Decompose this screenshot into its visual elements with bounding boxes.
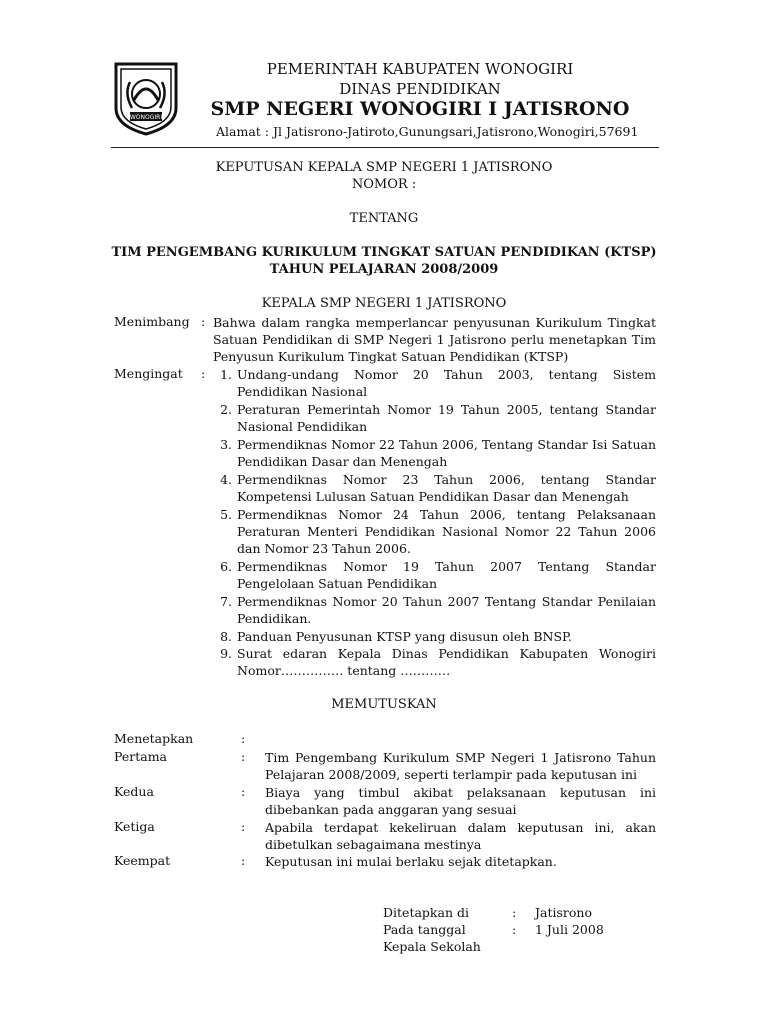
- signature-place-value: Jatisrono: [535, 905, 592, 920]
- mengingat-label: Mengingat: [114, 366, 183, 381]
- signature-date-label: Pada tanggal: [383, 922, 466, 937]
- decree-subject-line2: TAHUN PELAJARAN 2008/2009: [269, 262, 499, 277]
- signature-date-value: 1 Juli 2008: [535, 922, 604, 937]
- decision-label-kedua: Kedua: [114, 784, 154, 799]
- decision-colon: :: [241, 749, 246, 764]
- letterhead-divider: [111, 147, 659, 148]
- mengingat-item-number: 9.: [220, 646, 232, 661]
- decree-issuer: KEPALA SMP NEGERI 1 JATISRONO: [261, 296, 507, 311]
- mengingat-item: Permendiknas Nomor 19 Tahun 2007 Tentang Standar Pengelolaan Satuan Pendidikan: [237, 559, 656, 591]
- menetapkan-colon: :: [241, 731, 246, 746]
- mengingat-item: Undang-undang Nomor 20 Tahun 2003, tentang Sistem Pendidikan Nasional: [237, 367, 656, 399]
- menimbang-label: Menimbang: [114, 314, 190, 329]
- mengingat-colon: :: [201, 366, 206, 381]
- decree-number: NOMOR :: [351, 177, 417, 192]
- decision-colon: :: [241, 784, 246, 799]
- signature-role: Kepala Sekolah: [383, 939, 481, 954]
- regency-emblem-icon: [110, 60, 182, 136]
- letterhead-address: Alamat : Jl Jatisrono-Jatiroto,Gunungsari,Jatisrono,Wonogiri,57691: [216, 124, 639, 139]
- mengingat-item: Permendiknas Nomor 22 Tahun 2006, Tentang Standar Isi Satuan Pendidikan Dasar dan Menengah: [237, 437, 656, 469]
- letterhead-department: DINAS PENDIDIKAN: [339, 80, 501, 98]
- mengingat-item-number: 8.: [220, 629, 232, 644]
- decision-text-ketiga: Apabila terdapat kekeliruan dalam keputusan ini, akan dibetulkan sebagaimana mestinya: [265, 820, 656, 852]
- emblem-label: WONOGIRI: [129, 114, 163, 121]
- mengingat-item-number: 2.: [220, 402, 232, 417]
- decision-text-kedua: Biaya yang timbul akibat pelaksanaan keputusan ini dibebankan pada anggaran yang sesuai: [265, 785, 656, 817]
- letterhead-government: PEMERINTAH KABUPATEN WONOGIRI: [266, 60, 574, 78]
- menimbang-colon: :: [201, 314, 206, 329]
- decision-label-ketiga: Ketiga: [114, 819, 155, 834]
- decree-title: KEPUTUSAN KEPALA SMP NEGERI 1 JATISRONO: [215, 160, 553, 175]
- menimbang-text: Bahwa dalam rangka memperlancar penyusunan Kurikulum Tingkat Satuan Pendidikan di SMP Negeri 1 Jatisrono perlu menetapkan Tim Penyusun Kurikulum Tingkat Satuan Pendidikan (KTSP): [213, 315, 656, 364]
- decision-colon: :: [241, 853, 246, 868]
- mengingat-item: Panduan Penyusunan KTSP yang disusun oleh BNSP.: [237, 629, 572, 644]
- mengingat-item-number: 3.: [220, 437, 232, 452]
- mengingat-item-number: 5.: [220, 507, 232, 522]
- mengingat-item: Permendiknas Nomor 20 Tahun 2007 Tentang Standar Penilaian Pendidikan.: [237, 594, 656, 626]
- mengingat-item: Permendiknas Nomor 24 Tahun 2006, tentang Pelaksanaan Peraturan Menteri Pendidikan Nasional Nomor 22 Tahun 2006 dan Nomor 23 Tahun 2006.: [237, 507, 656, 556]
- decree-tentang: TENTANG: [349, 211, 419, 226]
- signature-place-colon: :: [512, 905, 517, 920]
- mengingat-item-number: 6.: [220, 559, 232, 574]
- mengingat-item-number: 1.: [220, 367, 232, 382]
- mengingat-item: Surat edaran Kepala Dinas Pendidikan Kabupaten Wonogiri Nomor…………… tentang …………: [237, 646, 656, 678]
- decision-text-pertama: Tim Pengembang Kurikulum SMP Negeri 1 Jatisrono Tahun Pelajaran 2008/2009, seperti terlampir pada keputusan ini: [265, 750, 656, 782]
- decision-text-keempat: Keputusan ini mulai berlaku sejak ditetapkan.: [265, 854, 557, 869]
- menetapkan-label: Menetapkan: [114, 731, 194, 746]
- mengingat-item: Permendiknas Nomor 23 Tahun 2006, tentang Standar Kompetensi Lulusan Satuan Pendidikan Dasar dan Menengah: [237, 472, 656, 504]
- letterhead-school-name: SMP NEGERI WONOGIRI I JATISRONO: [210, 98, 630, 120]
- signature-date-colon: :: [512, 922, 517, 937]
- mengingat-item-number: 7.: [220, 594, 232, 609]
- signature-place-label: Ditetapkan di: [383, 905, 469, 920]
- memutuskan-heading: MEMUTUSKAN: [331, 697, 437, 712]
- decree-subject-line1: TIM PENGEMBANG KURIKULUM TINGKAT SATUAN PENDIDIKAN (KTSP): [111, 245, 657, 260]
- mengingat-item: Peraturan Pemerintah Nomor 19 Tahun 2005, tentang Standar Nasional Pendidikan: [237, 402, 656, 434]
- decision-label-keempat: Keempat: [114, 853, 171, 868]
- decision-label-pertama: Pertama: [114, 749, 168, 764]
- mengingat-item-number: 4.: [220, 472, 232, 487]
- decision-colon: :: [241, 819, 246, 834]
